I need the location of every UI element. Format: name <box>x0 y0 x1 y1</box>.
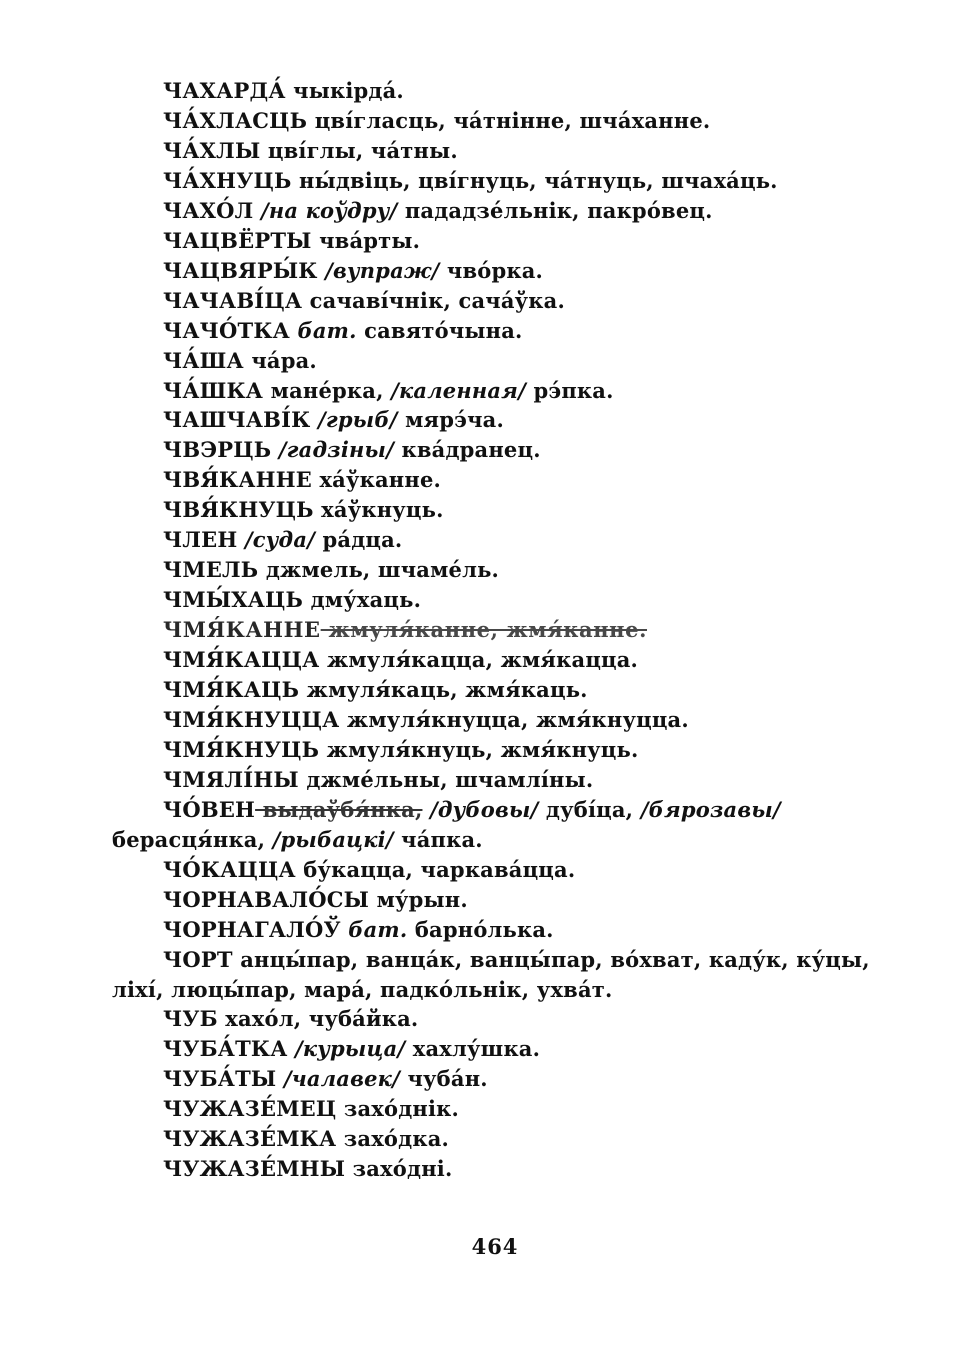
dictionary-entry <box>163 228 420 254</box>
headword: ЧОРНАГАЛО́Ў <box>163 916 341 942</box>
usage-label: /дубовы/ <box>429 796 539 822</box>
headword: ЧУЖАЗЕ́МЕЦ <box>163 1096 337 1122</box>
headword: ЧВЯ́КАННЕ <box>163 467 312 493</box>
dictionary-entry <box>163 1126 449 1152</box>
definition: пададзе́льнік, пакро́вец. <box>397 197 713 223</box>
usage-label: /на коўдру/ <box>253 197 398 223</box>
headword: ЧУБА́ТКА <box>163 1036 288 1062</box>
definition: му́рын. <box>369 886 468 912</box>
definition: ліхі́, люцы́пар, мара́, падко́льнік, ухва́т. <box>112 976 613 1002</box>
definition: ча́ра. <box>243 347 317 373</box>
dictionary-entry <box>163 887 468 913</box>
headword: ЧАШЧАВІ́К <box>163 407 311 433</box>
headword: ЧМЯ́КАЦЦА <box>163 647 320 673</box>
definition: ха́ўкнуць. <box>313 497 444 523</box>
definition: жмуля́канне, жмя́канне. <box>320 617 648 643</box>
definition: чво́рка. <box>439 257 544 283</box>
usage-label: /вупраж/ <box>317 257 440 283</box>
dictionary-entry <box>163 258 543 284</box>
definition: чуба́н. <box>399 1066 488 1092</box>
definition: ра́дца. <box>315 527 403 553</box>
dictionary-entry <box>163 677 588 703</box>
headword: ЧЛЕН <box>163 527 238 553</box>
headword: ЧА́ШКА <box>163 377 264 403</box>
dictionary-entry <box>163 647 638 673</box>
dictionary-entry <box>163 797 781 823</box>
headword: ЧАЦВЁРТЫ <box>163 227 312 253</box>
dictionary-entry <box>163 1006 418 1032</box>
headword: ЧАЧАВІ́ЦА <box>163 287 303 313</box>
usage-label: /бярозавы/ <box>640 796 781 822</box>
definition: хахлу́шка. <box>405 1036 541 1062</box>
dictionary-entry <box>163 168 778 194</box>
dictionary-entry <box>163 527 402 553</box>
dictionary-entry <box>163 587 421 613</box>
usage-label: бат. <box>289 317 357 343</box>
dictionary-entry <box>163 138 458 164</box>
headword: ЧУБ <box>163 1006 218 1032</box>
dictionary-entry <box>163 288 565 314</box>
dictionary-entry <box>163 707 689 733</box>
definition: сачаві́чнік, сача́ўка. <box>302 287 565 313</box>
definition: жмуля́кнуць, жмя́кнуць. <box>319 736 639 762</box>
usage-label: /грыб/ <box>310 407 398 433</box>
definition: захо́днік. <box>336 1096 460 1122</box>
usage-label: /суда/ <box>237 527 316 553</box>
headword: ЧОРНАВАЛО́СЫ <box>163 886 370 912</box>
usage-label: /рыбацкі/ <box>272 826 394 852</box>
headword: ЧУЖАЗЕ́МНЫ <box>163 1156 346 1182</box>
definition: джмель, шчаме́ль. <box>258 557 500 583</box>
usage-label: /чалавек/ <box>276 1066 400 1092</box>
definition: захо́дні. <box>345 1156 453 1182</box>
entry-continuation <box>112 977 612 1003</box>
dictionary-entry <box>163 1066 488 1092</box>
headword: ЧУБА́ТЫ <box>163 1066 277 1092</box>
dictionary-entry <box>163 857 575 883</box>
dictionary-entry <box>163 407 504 433</box>
dictionary-entry <box>163 947 870 973</box>
definition <box>422 797 430 822</box>
usage-label: бат. <box>340 916 408 942</box>
definition: рэ́пка. <box>525 377 614 403</box>
headword: ЧУЖАЗЕ́МКА <box>163 1126 337 1152</box>
dictionary-entry <box>163 767 593 793</box>
definition: ча́пка. <box>393 826 483 852</box>
dictionary-entry <box>163 737 638 763</box>
headword: ЧА́ША <box>163 347 244 373</box>
headword: ЧОРТ <box>163 946 233 972</box>
headword: ЧАХО́Л <box>163 197 254 223</box>
headword: ЧА́ХНУЦЬ <box>163 167 292 193</box>
headword: ЧМЯЛІ́НЫ <box>163 766 299 792</box>
definition: берасця́нка, <box>112 826 273 852</box>
definition: анцы́пар, ванца́к, ванцы́пар, во́хват, каду́к, ку́цы, <box>232 946 870 972</box>
headword: ЧМЕЛЬ <box>163 557 259 583</box>
definition: дму́хаць. <box>303 587 422 613</box>
dictionary-entry <box>163 1096 459 1122</box>
struck-definition: выдаўбя́нка, <box>255 796 423 822</box>
dictionary-entry <box>163 557 499 583</box>
headword: ЧВЭРЦЬ <box>163 437 272 463</box>
definition: жмуля́кнуцца, жмя́кнуцца. <box>339 706 689 732</box>
dictionary-entry <box>163 1156 452 1182</box>
page-number: 464 <box>471 1234 519 1259</box>
headword: ЧМЯ́КАЦЬ <box>163 677 300 702</box>
dictionary-entry <box>163 917 554 943</box>
dictionary-entry <box>163 437 541 463</box>
dictionary-entry <box>163 318 523 344</box>
dictionary-entry <box>163 108 710 134</box>
headword: ЧМЯ́КАННЕ <box>163 617 321 643</box>
headword: ЧАЦВЯРЫ́К <box>163 257 318 283</box>
definition: жмуля́каць, жмя́каць. <box>299 677 588 702</box>
definition: ха́ўканне. <box>311 467 442 493</box>
definition: ны́двіць, цві́гнуць, ча́тнуць, шчаха́ць. <box>291 167 778 193</box>
dictionary-entry <box>163 378 614 404</box>
definition: барно́лька. <box>407 916 554 942</box>
dictionary-entry <box>163 617 647 643</box>
dictionary-entry <box>163 348 317 374</box>
definition: бу́кацца, чаркава́цца. <box>295 856 576 882</box>
definition: савято́чына. <box>356 317 523 343</box>
usage-label: /гадзіны/ <box>271 437 394 463</box>
dictionary-entry <box>163 198 713 224</box>
headword: ЧМЫ́ХАЦЬ <box>163 587 304 613</box>
definition: мане́рка, <box>263 377 392 403</box>
headword: ЧА́ХЛЫ <box>163 137 261 163</box>
headword: ЧО́КАЦЦА <box>163 856 296 882</box>
dictionary-entry <box>163 78 404 104</box>
headword: ЧМЯ́КНУЦЬ <box>163 736 320 762</box>
definition: захо́дка. <box>336 1126 450 1152</box>
definition: цві́глы, ча́тны. <box>260 137 458 163</box>
definition: мярэ́ча. <box>397 407 504 433</box>
definition: ква́дранец. <box>393 437 541 463</box>
headword: ЧАХАРДА́ <box>163 78 286 103</box>
dictionary-entry <box>163 467 441 493</box>
headword: ЧА́ХЛАСЦЬ <box>163 107 308 133</box>
definition: жмуля́кацца, жмя́кацца. <box>319 647 639 673</box>
definition: чыкірда́. <box>285 78 404 103</box>
headword: ЧВЯ́КНУЦЬ <box>163 497 314 523</box>
definition: дубі́ца, <box>538 796 641 822</box>
headword: ЧМЯ́КНУЦЦА <box>163 706 340 732</box>
headword: ЧО́ВЕН <box>163 796 256 822</box>
definition: чва́рты. <box>311 227 421 253</box>
definition: хахо́л, чуба́йка. <box>217 1006 419 1032</box>
headword: ЧАЧО́ТКА <box>163 317 290 343</box>
definition: джме́льны, шчамлі́ны. <box>298 766 594 792</box>
usage-label: /курыца/ <box>287 1036 406 1062</box>
dictionary-entry <box>163 497 444 523</box>
definition: цві́гласць, ча́тнінне, шча́ханне. <box>307 107 711 133</box>
dictionary-entry <box>163 1036 540 1062</box>
usage-label: /каленная/ <box>391 377 526 403</box>
entry-continuation <box>112 827 483 853</box>
